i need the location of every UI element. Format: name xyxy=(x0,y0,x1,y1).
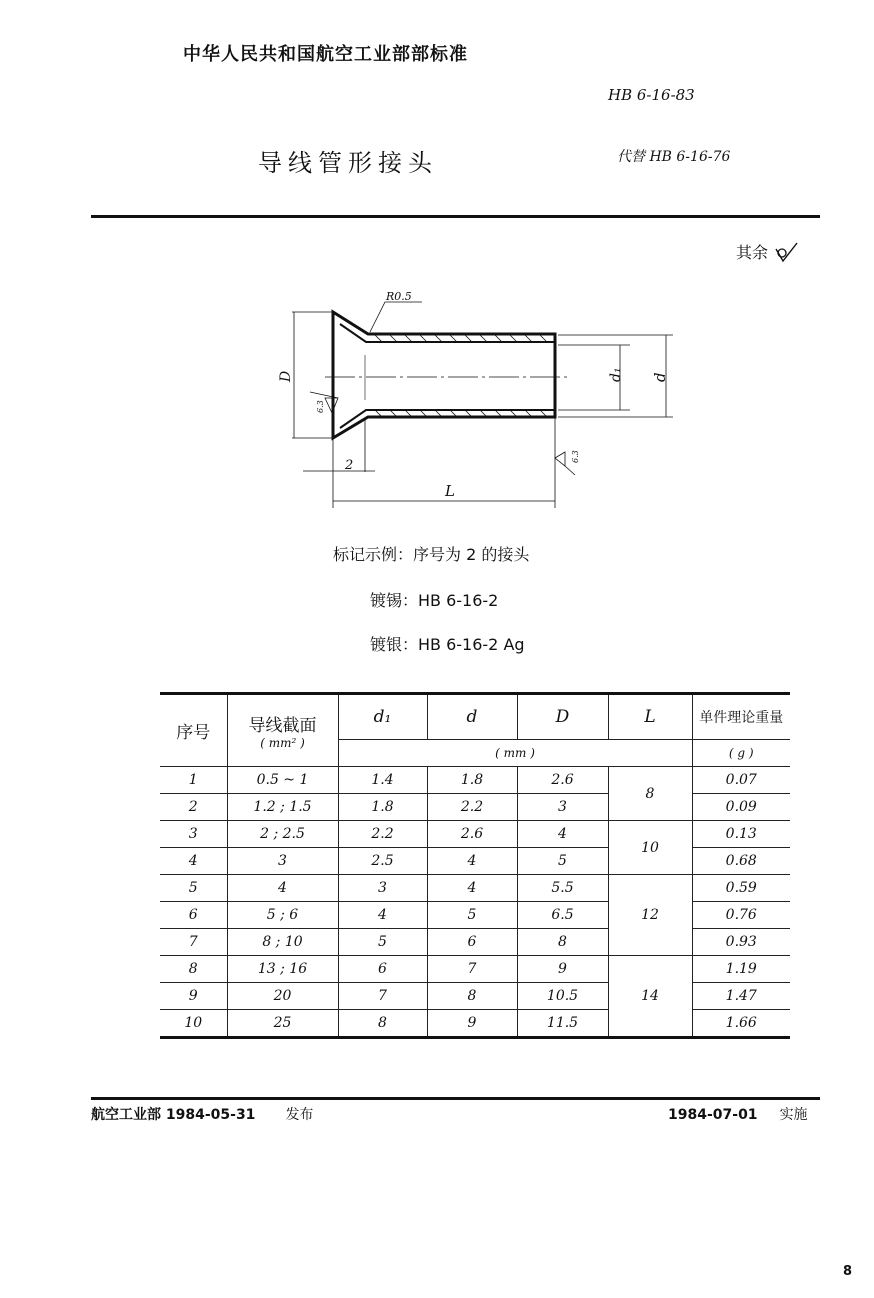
flare-length-label: 2 xyxy=(345,458,354,473)
cell-d: 2.2 xyxy=(427,794,517,821)
cell-D: 3 xyxy=(517,794,608,821)
table-row xyxy=(160,902,790,929)
cell-d1: 5 xyxy=(338,929,427,956)
cell-d1: 7 xyxy=(338,983,427,1010)
table-row xyxy=(160,848,790,875)
table-row xyxy=(160,821,790,848)
roughness-note xyxy=(736,240,799,267)
cell-d: 2.6 xyxy=(427,821,517,848)
header-mm-unit: ( mm ) xyxy=(338,740,692,767)
cell-section: 0.5 ~ 1 xyxy=(227,767,338,794)
header-d1: d₁ xyxy=(338,694,427,740)
cell-d: 4 xyxy=(427,848,517,875)
organization-title: 中华人民共和国航空工业部部标准 xyxy=(183,44,468,65)
cell-section: 2 ; 2.5 xyxy=(227,821,338,848)
footer-rule xyxy=(91,1097,820,1100)
cell-section: 13 ; 16 xyxy=(227,956,338,983)
cell-d: 4 xyxy=(427,875,517,902)
cell-weight: 0.13 xyxy=(692,821,790,848)
cell-seq: 8 xyxy=(160,956,227,983)
cell-d: 6 xyxy=(427,929,517,956)
header-L: L xyxy=(608,694,692,740)
effective-label: 实施 xyxy=(779,1107,808,1123)
cell-weight: 0.09 xyxy=(692,794,790,821)
diameter-label: d xyxy=(651,372,669,382)
cell-D: 8 xyxy=(517,929,608,956)
cell-d1: 3 xyxy=(338,875,427,902)
issued-label: 发布 xyxy=(285,1107,314,1123)
cell-section: 20 xyxy=(227,983,338,1010)
cell-D: 4 xyxy=(517,821,608,848)
table-row xyxy=(160,1010,790,1038)
table-row xyxy=(160,794,790,821)
effective-date: 1984-07-01 xyxy=(668,1107,758,1123)
table-row xyxy=(160,929,790,956)
cell-D: 5.5 xyxy=(517,875,608,902)
cell-D: 9 xyxy=(517,956,608,983)
cell-L: 8 xyxy=(608,767,692,821)
header-D: D xyxy=(517,694,608,740)
cell-seq: 9 xyxy=(160,983,227,1010)
cell-d1: 6 xyxy=(338,956,427,983)
table-row xyxy=(160,875,790,902)
cell-D: 10.5 xyxy=(517,983,608,1010)
cell-weight: 1.19 xyxy=(692,956,790,983)
cell-section: 3 xyxy=(227,848,338,875)
length-label: L xyxy=(445,482,455,500)
cell-weight: 0.59 xyxy=(692,875,790,902)
radius-label: R0.5 xyxy=(386,290,412,303)
cell-d1: 4 xyxy=(338,902,427,929)
cell-d1: 1.8 xyxy=(338,794,427,821)
header-seq: 序号 xyxy=(160,694,227,767)
cell-weight: 1.66 xyxy=(692,1010,790,1038)
cell-section: 5 ; 6 xyxy=(227,902,338,929)
cell-weight: 0.68 xyxy=(692,848,790,875)
cell-D: 11.5 xyxy=(517,1010,608,1038)
cell-seq: 4 xyxy=(160,848,227,875)
cell-D: 2.6 xyxy=(517,767,608,794)
issuer-date: 航空工业部 1984-05-31 xyxy=(91,1107,256,1123)
surface-roughness-icon xyxy=(773,241,799,267)
inner-diameter-label: d₁ xyxy=(608,367,624,382)
table-row xyxy=(160,767,790,794)
technical-drawing xyxy=(270,280,690,510)
cell-seq: 7 xyxy=(160,929,227,956)
cell-section: 1.2 ; 1.5 xyxy=(227,794,338,821)
cell-seq: 6 xyxy=(160,902,227,929)
outer-diameter-label: D xyxy=(278,370,294,382)
page-number: 8 xyxy=(843,1264,853,1279)
cell-d1: 2.5 xyxy=(338,848,427,875)
header-g-unit: ( g ) xyxy=(692,740,790,767)
cell-d: 9 xyxy=(427,1010,517,1038)
cell-weight: 0.07 xyxy=(692,767,790,794)
cell-D: 6.5 xyxy=(517,902,608,929)
cell-section: 25 xyxy=(227,1010,338,1038)
cell-L: 10 xyxy=(608,821,692,875)
footer-issuer xyxy=(91,1104,313,1124)
cell-seq: 10 xyxy=(160,1010,227,1038)
cell-D: 5 xyxy=(517,848,608,875)
header-weight: 单件理论重量 xyxy=(692,694,790,740)
cell-weight: 1.47 xyxy=(692,983,790,1010)
header-section-unit: ( mm² ) xyxy=(260,736,305,750)
cell-d1: 1.4 xyxy=(338,767,427,794)
roughness-right-label: 6.3 xyxy=(571,450,580,463)
cell-seq: 5 xyxy=(160,875,227,902)
cell-weight: 0.76 xyxy=(692,902,790,929)
table-row xyxy=(160,983,790,1010)
cell-d: 5 xyxy=(427,902,517,929)
cell-d: 7 xyxy=(427,956,517,983)
cell-weight: 0.93 xyxy=(692,929,790,956)
replaces-standard: 代替 HB 6-16-76 xyxy=(617,149,731,165)
cell-d1: 2.2 xyxy=(338,821,427,848)
cell-d: 8 xyxy=(427,983,517,1010)
marking-silver: 镀银：HB 6-16-2 Ag xyxy=(370,635,525,654)
header-rule xyxy=(91,215,820,218)
specification-table xyxy=(160,692,790,1039)
footer-effective xyxy=(668,1104,808,1124)
cell-seq: 2 xyxy=(160,794,227,821)
header-section-label: 导线截面 xyxy=(248,716,317,736)
table-row xyxy=(160,956,790,983)
cell-seq: 1 xyxy=(160,767,227,794)
cell-section: 8 ; 10 xyxy=(227,929,338,956)
document-title: 导线管形接头 xyxy=(258,149,438,177)
cell-d1: 8 xyxy=(338,1010,427,1038)
roughness-note-label: 其余 xyxy=(736,243,769,262)
cell-section: 4 xyxy=(227,875,338,902)
header-section xyxy=(227,694,338,767)
cell-L: 14 xyxy=(608,956,692,1038)
marking-tin: 镀锡：HB 6-16-2 xyxy=(370,591,499,610)
standard-number: HB 6-16-83 xyxy=(608,86,695,104)
cell-L: 12 xyxy=(608,875,692,956)
cell-seq: 3 xyxy=(160,821,227,848)
header-d: d xyxy=(427,694,517,740)
roughness-left-label: 6.3 xyxy=(316,400,325,413)
cell-d: 1.8 xyxy=(427,767,517,794)
marking-example: 标记示例：序号为 2 的接头 xyxy=(333,545,530,564)
